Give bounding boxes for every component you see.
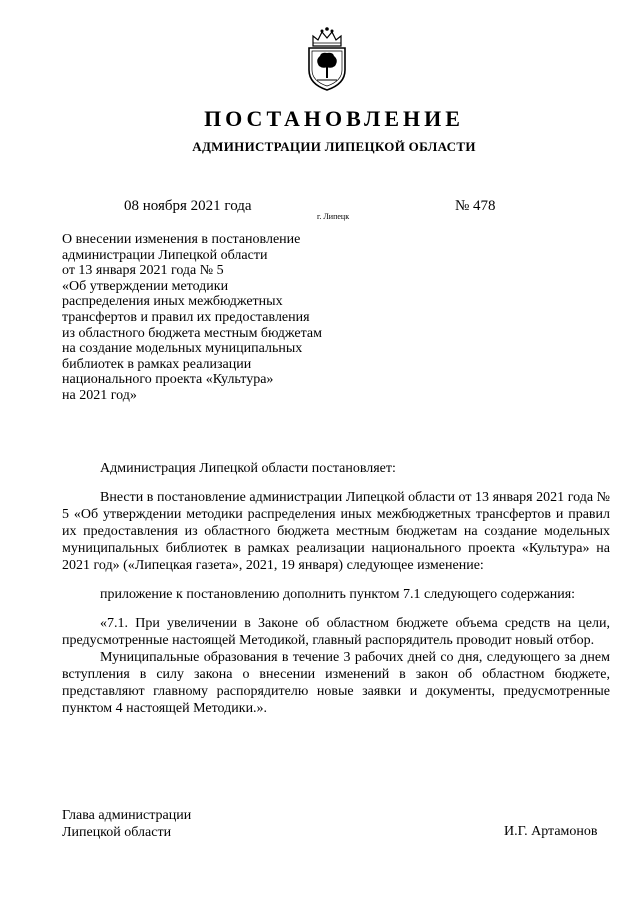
coat-of-arms-icon: [305, 26, 349, 92]
body-paragraph: Муниципальные образования в течение 3 рабочих дней со дня, следующего за днем вступления в силу закона о внесении изменений в закон об областном бюджете, представляют главному распорядителю новые заявки и документы, предусмотренные пунктом 4 настоящей Методики.».: [62, 650, 610, 716]
issuing-authority: АДМИНИСТРАЦИИ ЛИПЕЦКОЙ ОБЛАСТИ: [192, 139, 476, 154]
document-number: № 478: [455, 198, 496, 214]
heading-line: «Об утверждении методики: [62, 278, 229, 294]
signatory-name: И.Г. Артамонов: [504, 824, 598, 839]
body-paragraph: приложение к постановлению дополнить пунктом 7.1 следующего содержания:: [100, 587, 576, 602]
document-city: г. Липецк: [317, 212, 350, 221]
document-heading: [62, 232, 362, 404]
signatory-position: [62, 807, 191, 841]
heading-line: администрации Липецкой области: [62, 247, 268, 263]
body-paragraph: Внести в постановление администрации Липецкой области от 13 января 2021 года № 5 «Об утверждении методики распределения иных межбюджетных трансфертов и правил их предоставления из областного бюджета местным бюджетам на создание модельных муниципальных библиотек в рамках реализации национального проекта «Культура» на 2021 год» («Липецкая газета», 2021, 19 января) следующее изменение:: [62, 490, 610, 573]
heading-line: на создание модельных муниципальных: [62, 341, 303, 357]
heading-line: распределения иных межбюджетных: [62, 294, 283, 310]
signatory-position-line: Липецкой области: [62, 825, 172, 840]
heading-line: трансфертов и правил их предоставления: [62, 309, 310, 325]
heading-line: национального проекта «Культура»: [62, 372, 274, 388]
body-paragraph: «7.1. При увеличении в Законе об областном бюджете объема средств на цели, предусмотренные настоящей Методикой, главный распорядитель проводит новый отбор.: [62, 616, 610, 648]
document-title: ПОСТАНОВЛЕНИЕ: [204, 106, 464, 131]
signatory-position-line: Глава администрации: [62, 808, 192, 823]
heading-line: от 13 января 2021 года № 5: [62, 263, 224, 279]
document-body: [62, 460, 610, 717]
resolution-intro: Администрация Липецкой области постановляет:: [100, 461, 396, 476]
document-date: 08 ноября 2021 года: [124, 198, 252, 214]
heading-line: библиотек в рамках реализации: [62, 356, 252, 372]
heading-line: из областного бюджета местным бюджетам: [62, 325, 322, 341]
heading-line: на 2021 год»: [62, 387, 137, 403]
heading-line: О внесении изменения в постановление: [62, 232, 301, 247]
